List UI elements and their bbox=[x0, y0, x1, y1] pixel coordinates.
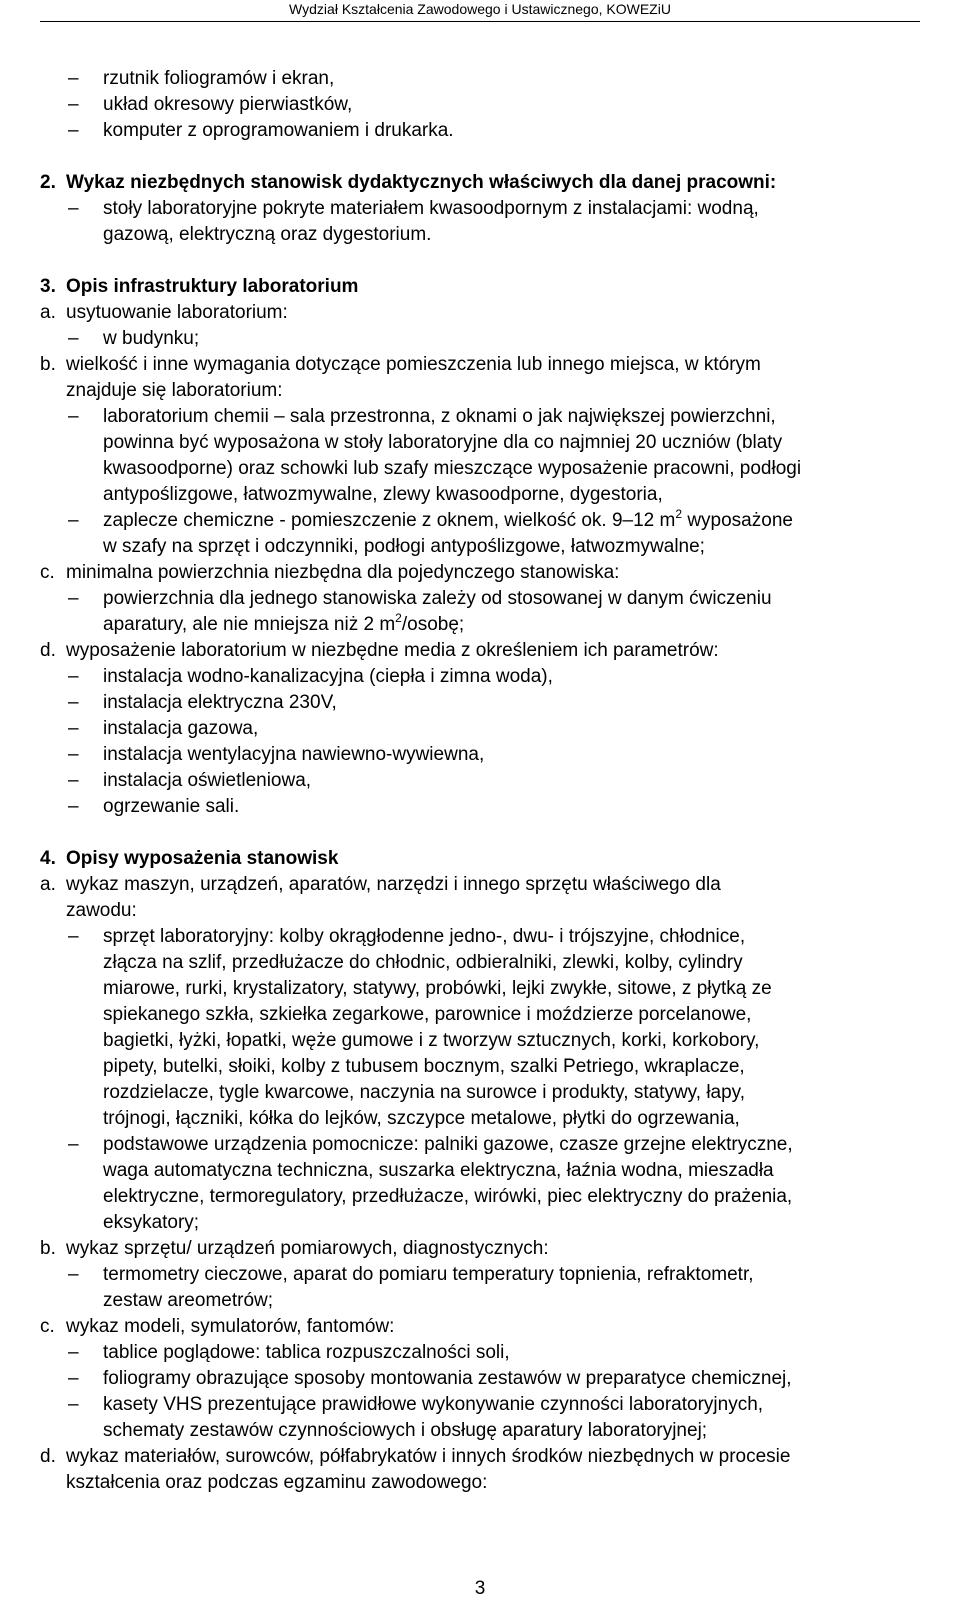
list-item-text: kasety VHS prezentujące prawidłowe wykonywanie czynności laboratoryjnych, bbox=[103, 1394, 764, 1415]
list-item bbox=[40, 768, 940, 794]
subsection-label: c. bbox=[40, 562, 55, 583]
list-item-continuation bbox=[40, 1158, 940, 1184]
list-item-continuation bbox=[40, 222, 940, 248]
subsection-text: wykaz maszyn, urządzeń, aparatów, narzędzi i innego sprzętu właściwego dla bbox=[66, 874, 721, 895]
subsection-text: wykaz sprzętu/ urządzeń pomiarowych, diagnostycznych: bbox=[66, 1238, 549, 1259]
list-item-continuation bbox=[40, 976, 940, 1002]
header-divider bbox=[40, 21, 920, 22]
section-heading-2 bbox=[40, 170, 940, 196]
list-item-text: tablice poglądowe: tablica rozpuszczalności soli, bbox=[103, 1342, 510, 1363]
subsection-continuation bbox=[40, 378, 940, 404]
subsection-a bbox=[40, 300, 940, 326]
subsection-label: d. bbox=[40, 1446, 56, 1467]
superscript: 2 bbox=[675, 507, 683, 521]
subsection-label: c. bbox=[40, 1316, 55, 1337]
list-item-continuation bbox=[40, 482, 940, 508]
list-item-continuation bbox=[40, 1184, 940, 1210]
list-item bbox=[40, 118, 940, 144]
subsection-text: minimalna powierzchnia niezbędna dla pojedynczego stanowiska: bbox=[66, 562, 620, 583]
subsection-b bbox=[40, 352, 940, 378]
list-item bbox=[40, 92, 940, 118]
section-title: Opisy wyposażenia stanowisk bbox=[66, 848, 339, 869]
dash-bullet: – bbox=[68, 68, 79, 89]
dash-bullet: – bbox=[68, 198, 79, 219]
list-item-text: komputer z oprogramowaniem i drukarka. bbox=[103, 120, 454, 141]
list-item-text: gazową, elektryczną oraz dygestorium. bbox=[103, 224, 432, 245]
list-item bbox=[40, 1132, 940, 1158]
list-item-text: instalacja wentylacyjna nawiewno-wywiewna, bbox=[103, 744, 485, 765]
list-item bbox=[40, 586, 940, 612]
list-item-continuation bbox=[40, 950, 940, 976]
list-item-continuation bbox=[40, 430, 940, 456]
dash-bullet: – bbox=[68, 718, 79, 739]
dash-bullet: – bbox=[68, 1134, 79, 1155]
dash-bullet: – bbox=[68, 94, 79, 115]
list-item-text: schematy zestawów czynnościowych i obsługę aparatury laboratoryjnej; bbox=[103, 1420, 708, 1441]
list-item bbox=[40, 690, 940, 716]
list-item bbox=[40, 404, 940, 430]
section-title: Opis infrastruktury laboratorium bbox=[66, 276, 359, 297]
list-item-text: stoły laboratoryjne pokryte materiałem kwasoodpornym z instalacjami: wodną, bbox=[103, 198, 759, 219]
dash-bullet: – bbox=[68, 120, 79, 141]
list-item bbox=[40, 196, 940, 222]
list-item-text: laboratorium chemii – sala przestronna, z oknami o jak największej powierzchni, bbox=[103, 406, 776, 427]
list-item-text: bagietki, łyżki, łopatki, węże gumowe i z tworzyw sztucznych, korki, korkobory, bbox=[103, 1030, 760, 1051]
list-item-text: kwasoodporne) oraz schowki lub szafy mieszczące wyposażenie pracowni, podłogi bbox=[103, 458, 802, 479]
dash-bullet: – bbox=[68, 588, 79, 609]
list-item-text: układ okresowy pierwiastków, bbox=[103, 94, 353, 115]
list-item-continuation bbox=[40, 612, 940, 638]
section-heading-3 bbox=[40, 274, 940, 300]
subsection-label: a. bbox=[40, 302, 56, 323]
subsection-label: d. bbox=[40, 640, 56, 661]
page-number: 3 bbox=[474, 1578, 486, 1599]
list-item-text: spiekanego szkła, szkiełka zegarkowe, parownice i moździerze porcelanowe, bbox=[103, 1004, 752, 1025]
list-item bbox=[40, 1262, 940, 1288]
list-item-text: foliogramy obrazujące sposoby montowania zestawów w preparatyce chemicznej, bbox=[103, 1368, 792, 1389]
dash-bullet: – bbox=[68, 406, 79, 427]
list-item-text: ogrzewanie sali. bbox=[103, 796, 240, 817]
list-item-text: pipety, butelki, słoiki, kolby z tubusem bocznym, szalki Petriego, wkraplacze, bbox=[103, 1056, 745, 1077]
subsection-text: wyposażenie laboratorium w niezbędne media z określeniem ich parametrów: bbox=[66, 640, 719, 661]
list-item-text: trójnogi, łączniki, kółka do lejków, szczypce metalowe, płytki do ogrzewania, bbox=[103, 1108, 740, 1129]
list-item-text: powierzchnia dla jednego stanowiska zależy od stosowanej w danym ćwiczeniu bbox=[103, 588, 772, 609]
dash-bullet: – bbox=[68, 796, 79, 817]
dash-bullet: – bbox=[68, 1342, 79, 1363]
dash-bullet: – bbox=[68, 1264, 79, 1285]
list-item-text: rzutnik foliogramów i ekran, bbox=[103, 68, 335, 89]
list-item-continuation bbox=[40, 534, 940, 560]
subsection-c bbox=[40, 560, 940, 586]
subsection-text: kształcenia oraz podczas egzaminu zawodowego: bbox=[66, 1472, 488, 1493]
list-item-text: złącza na szlif, przedłużacze do chłodnic, odbieralniki, zlewki, kolby, cylindry bbox=[103, 952, 743, 973]
list-item-continuation bbox=[40, 1288, 940, 1314]
subsection-text: znajduje się laboratorium: bbox=[66, 380, 283, 401]
list-item-text: powinna być wyposażona w stoły laboratoryjne dla co najmniej 20 uczniów (blaty bbox=[103, 432, 783, 453]
dash-bullet: – bbox=[68, 692, 79, 713]
list-item-continuation bbox=[40, 1106, 940, 1132]
list-item-continuation bbox=[40, 1210, 940, 1236]
list-item bbox=[40, 1392, 940, 1418]
dash-bullet: – bbox=[68, 328, 79, 349]
subsection-d bbox=[40, 1444, 940, 1470]
section-number: 2. bbox=[40, 172, 56, 193]
subsection-text: wielkość i inne wymagania dotyczące pomieszczenia lub innego miejsca, w którym bbox=[66, 354, 761, 375]
dash-bullet: – bbox=[68, 770, 79, 791]
subsection-text: wykaz modeli, symulatorów, fantomów: bbox=[66, 1316, 395, 1337]
subsection-label: b. bbox=[40, 354, 56, 375]
document-body bbox=[40, 66, 940, 1496]
dash-bullet: – bbox=[68, 744, 79, 765]
superscript: 2 bbox=[395, 611, 402, 625]
list-item-continuation bbox=[40, 1054, 940, 1080]
page-header: Wydział Kształcenia Zawodowego i Ustawicznego, KOWEZiU bbox=[289, 1, 671, 17]
list-item-continuation bbox=[40, 1418, 940, 1444]
list-item-text: w budynku; bbox=[103, 328, 200, 349]
list-item-continuation bbox=[40, 456, 940, 482]
list-item-text: wyposażone bbox=[682, 510, 793, 531]
list-item-text: instalacja elektryczna 230V, bbox=[103, 692, 337, 713]
list-item bbox=[40, 1366, 940, 1392]
list-item-text: antypoślizgowe, łatwozmywalne, zlewy kwasoodporne, dygestoria, bbox=[103, 484, 663, 505]
subsection-d bbox=[40, 638, 940, 664]
list-item-text: rozdzielacze, tygle kwarcowe, naczynia na surowce i produkty, statywy, łapy, bbox=[103, 1082, 746, 1103]
list-item-text: instalacja gazowa, bbox=[103, 718, 259, 739]
list-item bbox=[40, 742, 940, 768]
list-item-text: waga automatyczna techniczna, suszarka elektryczna, łaźnia wodna, mieszadła bbox=[103, 1160, 774, 1181]
list-item-text: /osobę; bbox=[401, 614, 465, 635]
section-heading-4 bbox=[40, 846, 940, 872]
section-number: 3. bbox=[40, 276, 56, 297]
list-item-continuation bbox=[40, 1028, 940, 1054]
list-item-text: miarowe, rurki, krystalizatory, statywy, probówki, lejki zwykłe, sitowe, z płytką ze bbox=[103, 978, 772, 999]
subsection-c bbox=[40, 1314, 940, 1340]
subsection-text: wykaz materiałów, surowców, półfabrykatów i innych środków niezbędnych w procesie bbox=[66, 1446, 791, 1467]
list-item-continuation bbox=[40, 1002, 940, 1028]
dash-bullet: – bbox=[68, 1394, 79, 1415]
list-item-text: instalacja oświetleniowa, bbox=[103, 770, 312, 791]
list-item-text: podstawowe urządzenia pomocnicze: palniki gazowe, czasze grzejne elektryczne, bbox=[103, 1134, 793, 1155]
subsection-b bbox=[40, 1236, 940, 1262]
list-item-text: w szafy na sprzęt i odczynniki, podłogi antypoślizgowe, łatwozmywalne; bbox=[103, 536, 705, 557]
list-item-text: eksykatory; bbox=[103, 1212, 200, 1233]
subsection-text: zawodu: bbox=[66, 900, 137, 921]
dash-bullet: – bbox=[68, 926, 79, 947]
list-item bbox=[40, 326, 940, 352]
dash-bullet: – bbox=[68, 1368, 79, 1389]
list-item bbox=[40, 66, 940, 92]
list-item bbox=[40, 1340, 940, 1366]
list-item-text: instalacja wodno-kanalizacyjna (ciepła i zimna woda), bbox=[103, 666, 553, 687]
list-item-text: zestaw areometrów; bbox=[103, 1290, 274, 1311]
list-item bbox=[40, 716, 940, 742]
list-item bbox=[40, 924, 940, 950]
subsection-text: usytuowanie laboratorium: bbox=[66, 302, 288, 323]
subsection-label: b. bbox=[40, 1238, 56, 1259]
list-item bbox=[40, 664, 940, 690]
list-item bbox=[40, 794, 940, 820]
list-item-text: zaplecze chemiczne - pomieszczenie z oknem, wielkość ok. 9–12 m bbox=[103, 510, 676, 531]
section-title: Wykaz niezbędnych stanowisk dydaktycznych właściwych dla danej pracowni: bbox=[66, 172, 777, 193]
dash-bullet: – bbox=[68, 510, 79, 531]
list-item-text: sprzęt laboratoryjny: kolby okrągłodenne jedno-, dwu- i trójszyjne, chłodnice, bbox=[103, 926, 746, 947]
list-item-text: aparatury, ale nie mniejsza niż 2 m bbox=[103, 614, 396, 635]
list-item-continuation bbox=[40, 1080, 940, 1106]
subsection-label: a. bbox=[40, 874, 56, 895]
subsection-continuation bbox=[40, 898, 940, 924]
subsection-continuation bbox=[40, 1470, 940, 1496]
list-item-text: elektryczne, termoregulatory, przedłużacze, wirówki, piec elektryczny do prażenia, bbox=[103, 1186, 793, 1207]
section-number: 4. bbox=[40, 848, 56, 869]
list-item-text: termometry cieczowe, aparat do pomiaru temperatury topnienia, refraktometr, bbox=[103, 1264, 754, 1285]
list-item bbox=[40, 508, 940, 534]
dash-bullet: – bbox=[68, 666, 79, 687]
subsection-a bbox=[40, 872, 940, 898]
